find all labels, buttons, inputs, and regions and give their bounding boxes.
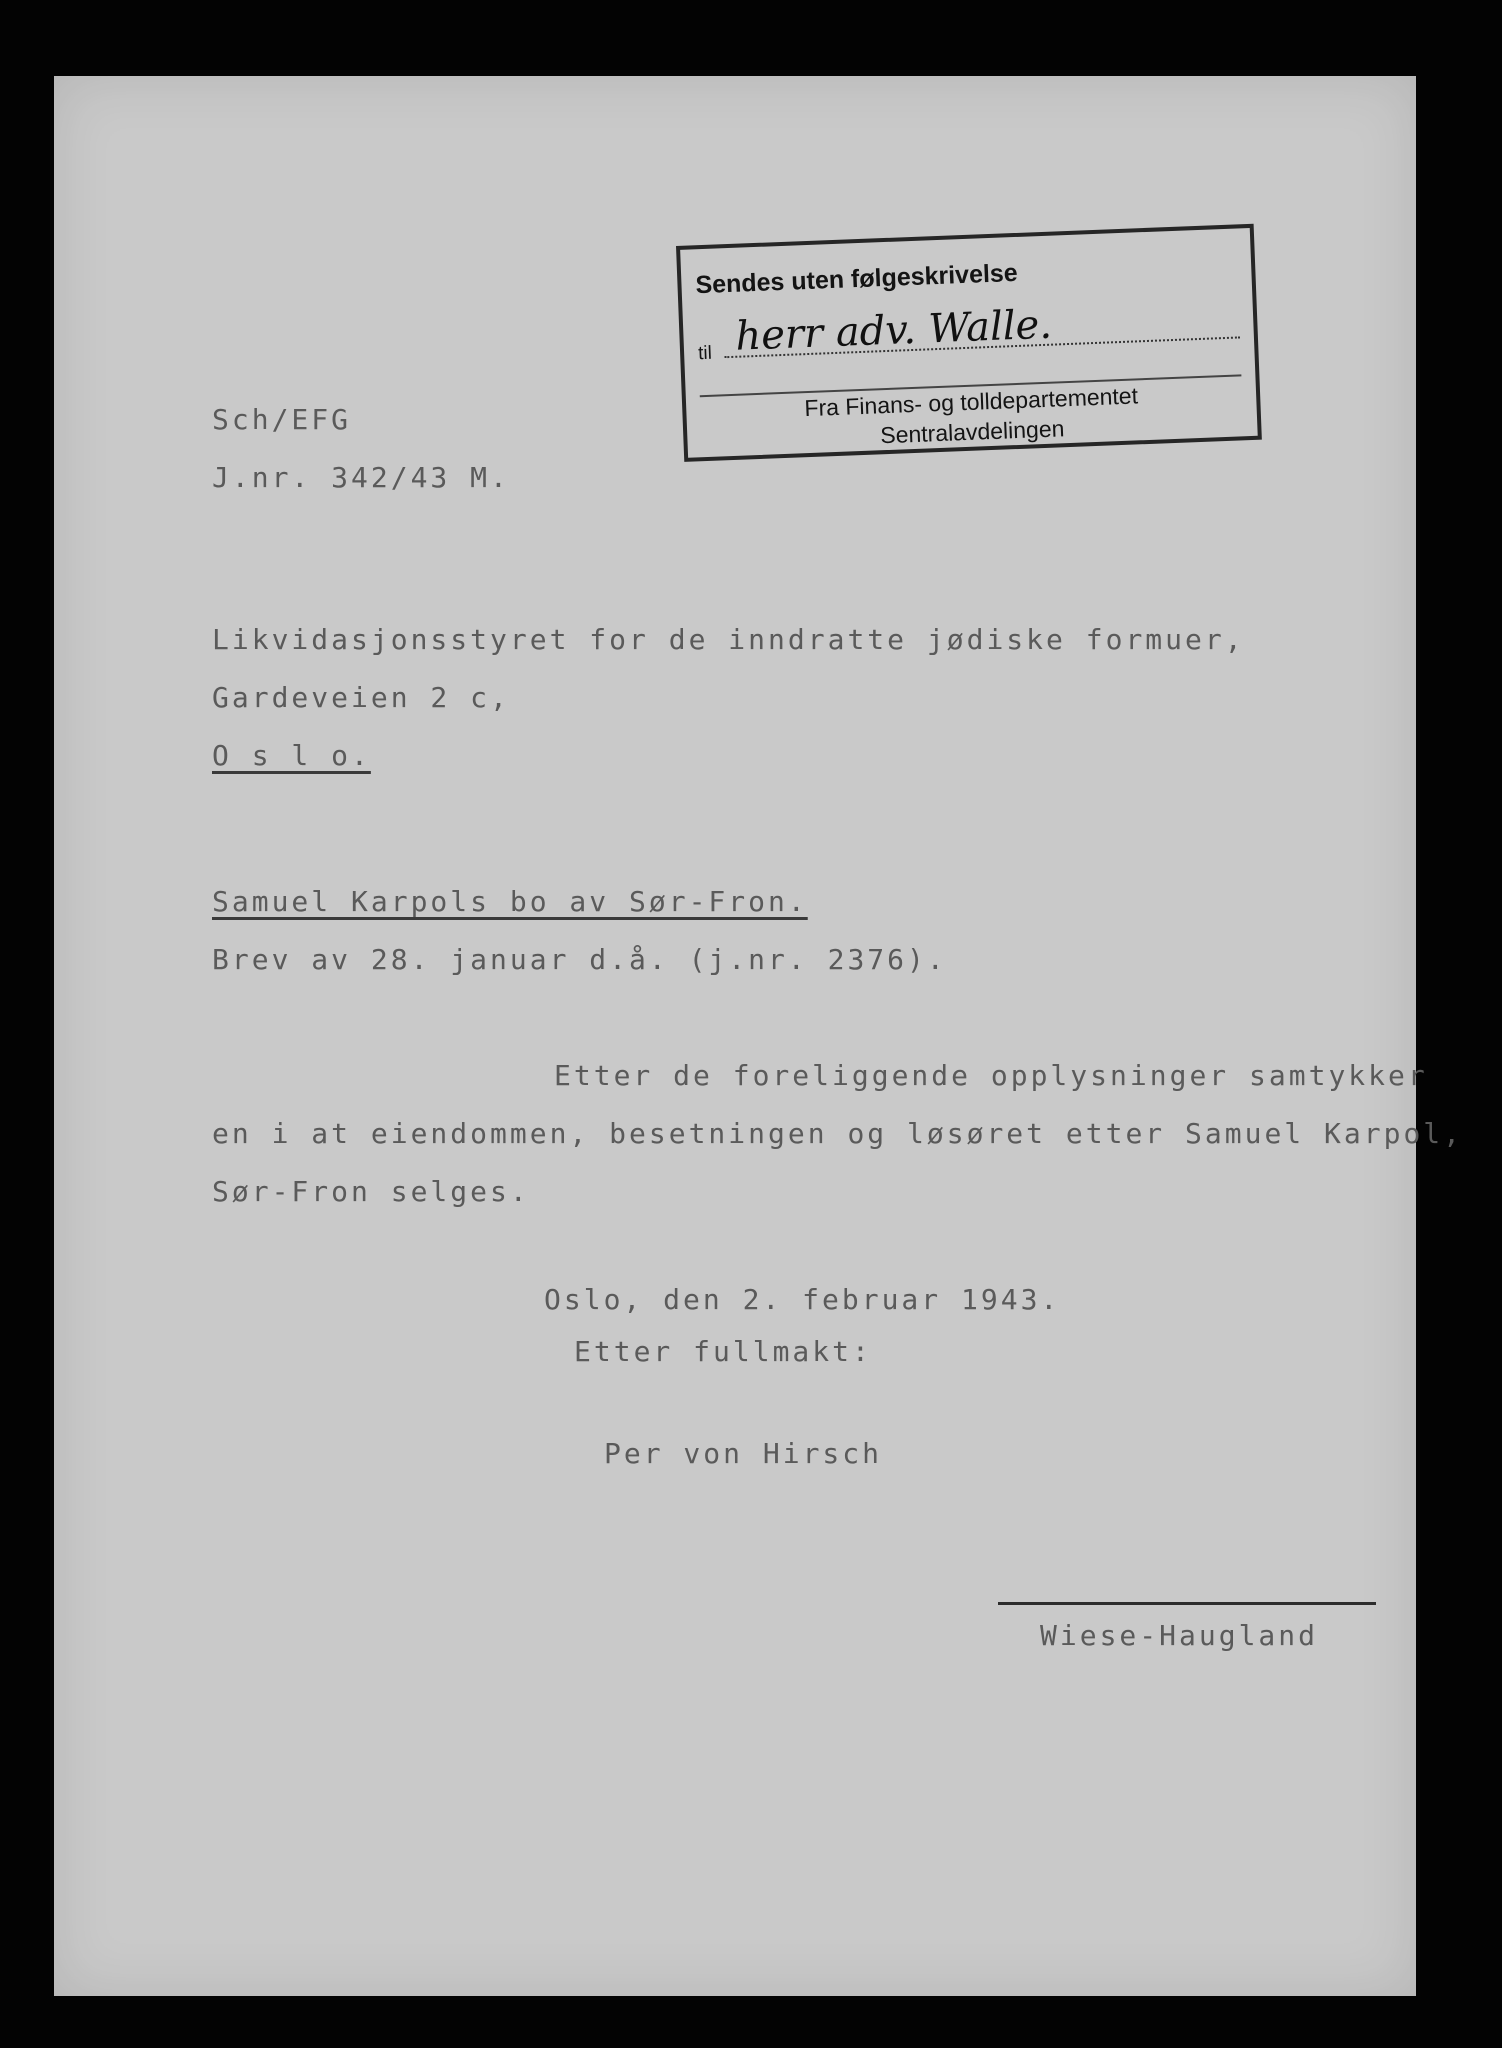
body-line-3: Sør-Fron selges. [212, 1175, 530, 1208]
stamp-til-label: til [697, 342, 713, 365]
document-page [54, 76, 1464, 1996]
stamp-division: Sentralavdelingen [879, 415, 1065, 449]
closing-date: Oslo, den 2. februar 1943. [544, 1283, 1061, 1316]
stamp-department: Fra Finans- og tolldepartementet [803, 382, 1139, 422]
stamp-heading: Sendes uten følgeskrivelse [694, 258, 1019, 300]
signature-line [998, 1602, 1376, 1605]
signatory-name: Per von Hirsch [604, 1437, 883, 1470]
subject-line: Samuel Karpols bo av Sør-Fron. [212, 885, 808, 918]
body-line-2: en i at eiendommen, besetningen og løsøret etter Samuel Karpol, [212, 1117, 1464, 1150]
journal-number: J.nr. 342/43 M. [212, 461, 510, 494]
address-city: O s l o. [212, 739, 371, 772]
body-line-1: Etter de foreliggende opplysninger samtykker [554, 1059, 1428, 1092]
reference-initials: Sch/EFG [212, 403, 352, 436]
closing-authority: Etter fullmakt: [574, 1335, 872, 1368]
stamp-handwritten-recipient: herr adv. Walle. [734, 301, 1053, 360]
signature-name: Wiese-Haugland [1040, 1619, 1319, 1652]
dispatch-stamp [676, 224, 1262, 462]
address-line-2: Gardeveien 2 c, [212, 681, 510, 714]
subject-reference: Brev av 28. januar d.å. (j.nr. 2376). [212, 943, 947, 976]
address-line-1: Likvidasjonsstyret for de inndratte jødiske formuer, [212, 623, 1245, 656]
